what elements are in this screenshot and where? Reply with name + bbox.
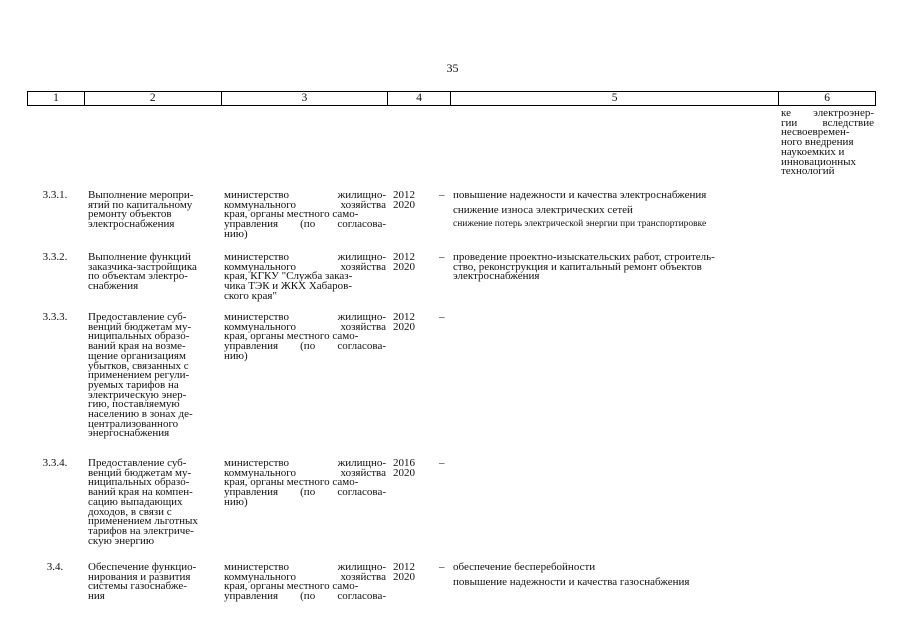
header-cell-5: 5 <box>451 92 779 105</box>
row-years: 2012 2020 <box>393 311 415 333</box>
row-title: Выполнение функций заказчика-застройщика по объектам электро- снабжения <box>88 251 197 293</box>
justified-word: согласова- <box>337 486 386 499</box>
row-years: 2016 2020 <box>393 457 415 479</box>
row-title: Предоставление суб- венций бюджетам му- ниципальных образо- ваний края на возме- щение организациям убытков, связанных с применением регули- руемых тарифов на электрическую энер- гию, поставляемую населению в зонах де- централизованного энергоснабжения <box>88 311 193 440</box>
header-cell-6: 6 <box>824 92 830 104</box>
row-executor: министерство жилищно- коммунального хозяйства края, органы местного само- управления (по согласова- нию) <box>224 189 386 240</box>
row-number: 3.3.2. <box>42 251 68 263</box>
justified-word: вследствие <box>822 116 874 129</box>
row-title: Предоставление суб- венций бюджетам му- ниципальных образо- ваний края на компен- сацию выпадающих доходов, в связи с применением льготных тарифов на электриче- скую энергию <box>88 457 198 547</box>
justified-word: управления <box>224 340 279 353</box>
justified-word: коммунального <box>224 260 296 273</box>
justified-word: коммунального <box>224 198 296 211</box>
justified-word: жилищно- <box>337 251 386 263</box>
page-number: 35 <box>446 61 459 75</box>
row-title: Выполнение меропри- ятий по капитальному ремонту объектов электроснабжения <box>88 189 194 231</box>
justified-word: министерство <box>224 189 290 201</box>
table-header-row <box>27 91 876 106</box>
header-cell-2: 2 <box>85 92 222 105</box>
justified-word: управления <box>224 486 279 499</box>
header-cell-3: 3 <box>222 92 389 105</box>
justified-word: гии <box>781 116 798 129</box>
row-years: 2012 2020 <box>393 189 415 211</box>
justified-word: жилищно- <box>337 561 386 573</box>
justified-word: министерство <box>224 311 290 323</box>
justified-word: согласова- <box>337 340 386 353</box>
justified-word: министерство <box>224 251 290 263</box>
justified-word: хозяйства <box>340 570 386 583</box>
justified-word: ке <box>781 107 791 119</box>
row-executor: министерство жилищно- коммунального хозяйства края, органы местного само- управления (по согласова- нию) <box>224 457 386 508</box>
justified-word: хозяйства <box>340 466 386 479</box>
justified-word: жилищно- <box>337 311 386 323</box>
row-executor: министерство жилищно- коммунального хозяйства края, органы местного само- управления (по согласова- нию) <box>224 311 386 362</box>
justified-word: (по <box>300 590 316 603</box>
justified-word: жилищно- <box>337 189 386 201</box>
justified-word: управления <box>224 590 279 603</box>
row-results: – проведение проектно-изыскательских работ, строитель- ство, реконструкция и капитальный ремонт объектов электроснабжения <box>439 251 715 283</box>
justified-word: электроэнер- <box>813 107 874 119</box>
justified-word: (по <box>300 340 316 353</box>
justified-word: коммунального <box>224 320 296 333</box>
continuation-text-col6: ке электроэнер- гии вследствие несвоевремен- ного внедрения наукоемких и инновационных технологий <box>781 107 874 178</box>
justified-word: согласова- <box>337 218 386 231</box>
row-number: 3.4. <box>46 561 64 573</box>
header-cell-4: 4 <box>388 92 451 105</box>
justified-word: коммунального <box>224 466 296 479</box>
justified-word: хозяйства <box>340 260 386 273</box>
justified-word: управления <box>224 218 279 231</box>
justified-word: согласова- <box>337 590 386 603</box>
row-results: – обеспечение бесперебойности повышение надежности и качества газоснабжения <box>439 561 690 588</box>
justified-word: хозяйства <box>340 320 386 333</box>
justified-word: (по <box>300 486 316 499</box>
justified-word: министерство <box>224 457 290 469</box>
justified-word: министерство <box>224 561 290 573</box>
row-number: 3.3.1. <box>42 189 68 201</box>
justified-word: коммунального <box>224 570 296 583</box>
row-number: 3.3.3. <box>42 311 68 323</box>
row-years: 2012 2020 <box>393 561 415 583</box>
header-cell-1: 1 <box>28 92 85 105</box>
row-executor: министерство жилищно- коммунального хозяйства края, органы местного само- управления (по согласова- <box>224 561 386 603</box>
justified-word: (по <box>300 218 316 231</box>
justified-word: хозяйства <box>340 198 386 211</box>
row-title: Обеспечение функцио- нирования и развития системы газоснабже- ния <box>88 561 197 603</box>
row-number: 3.3.4. <box>42 457 68 469</box>
row-results: – повышение надежности и качества электроснабжения снижение износа электрических сетей снижение потерь электрической энергии при транспортировке <box>439 189 707 230</box>
row-executor: министерство жилищно- коммунального хозяйства края, КГКУ "Служба заказ- чика ТЭК и ЖКХ Хабаров- ского края" <box>224 251 386 302</box>
justified-word: жилищно- <box>337 457 386 469</box>
row-years: 2012 2020 <box>393 251 415 273</box>
